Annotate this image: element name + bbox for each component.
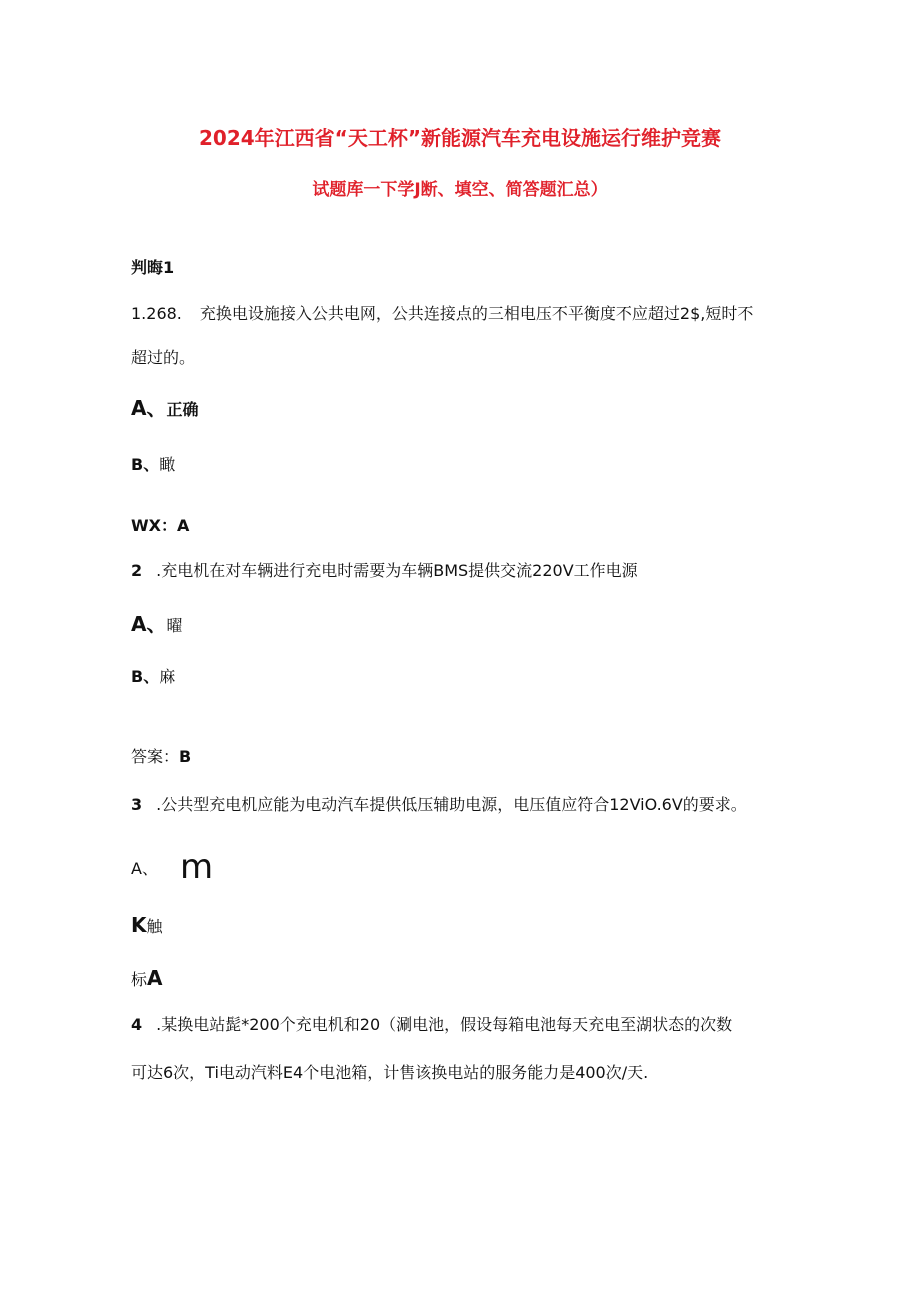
question-2 xyxy=(131,560,638,582)
option-letter: K xyxy=(131,913,147,937)
question-3-number: 3 xyxy=(131,795,143,814)
answer-label: 标 xyxy=(131,970,148,989)
question-1-continued: 超过的。 xyxy=(131,348,196,367)
option-letter: A、 xyxy=(131,859,158,878)
question-3-text: .公共型充电机应能为电动汽车提供低压辅助电源，电压值应符合12ViO.6V的要求。 xyxy=(156,795,747,814)
option-text: 曜 xyxy=(166,616,183,635)
option-letter: A、 xyxy=(131,396,167,420)
answer-value: A xyxy=(147,966,163,990)
question-4-number: 4 xyxy=(131,1015,143,1034)
option-text: 麻 xyxy=(159,667,176,686)
question-3-option-b xyxy=(131,914,163,938)
question-2-number: 2 xyxy=(131,561,143,580)
question-1-text: 充换电设施接入公共电网，公共连接点的三相电压不平衡度不应超过2$,短时不 xyxy=(199,304,754,323)
option-text: 正确 xyxy=(166,400,199,419)
document-subtitle: 试题库一下学J断、填空、简答题汇总） xyxy=(312,180,608,200)
option-letter: B、 xyxy=(131,455,160,474)
question-4-text: .某换电站髭*200个充电机和20（涮电池，假设每箱电池每天充电至湖状态的次数 xyxy=(156,1015,733,1034)
question-1-answer: WX：A xyxy=(131,516,190,535)
option-text: m xyxy=(179,847,214,887)
question-1-option-b xyxy=(131,454,175,476)
question-1-number: 1.268. xyxy=(131,304,182,323)
question-2-option-b xyxy=(131,666,175,688)
question-2-answer xyxy=(131,746,191,768)
answer-label: 答案： xyxy=(131,747,180,766)
question-3-option-a xyxy=(131,847,214,887)
option-text: 瞰 xyxy=(159,455,176,474)
option-text: 触 xyxy=(146,917,163,936)
answer-value: B xyxy=(179,747,192,766)
question-3-answer xyxy=(131,967,163,991)
option-letter: A、 xyxy=(131,612,167,636)
question-3 xyxy=(131,794,747,816)
option-letter: B、 xyxy=(131,667,160,686)
question-1-option-a xyxy=(131,397,199,421)
question-2-text: .充电机在对车辆进行充电时需要为车辆BMS提供交流220V工作电源 xyxy=(156,561,638,580)
question-1 xyxy=(131,303,753,325)
question-4 xyxy=(131,1014,732,1036)
question-2-option-a xyxy=(131,613,183,637)
question-4-continued: 可达6次，Ti电动汽料E4个电池箱，计售该换电站的服务能力是400次/天. xyxy=(131,1063,649,1082)
document-title: 2024年江西省“天工杯”新能源汽车充电设施运行维护竞赛 xyxy=(199,126,721,150)
section-heading: 判晦1 xyxy=(131,258,175,277)
